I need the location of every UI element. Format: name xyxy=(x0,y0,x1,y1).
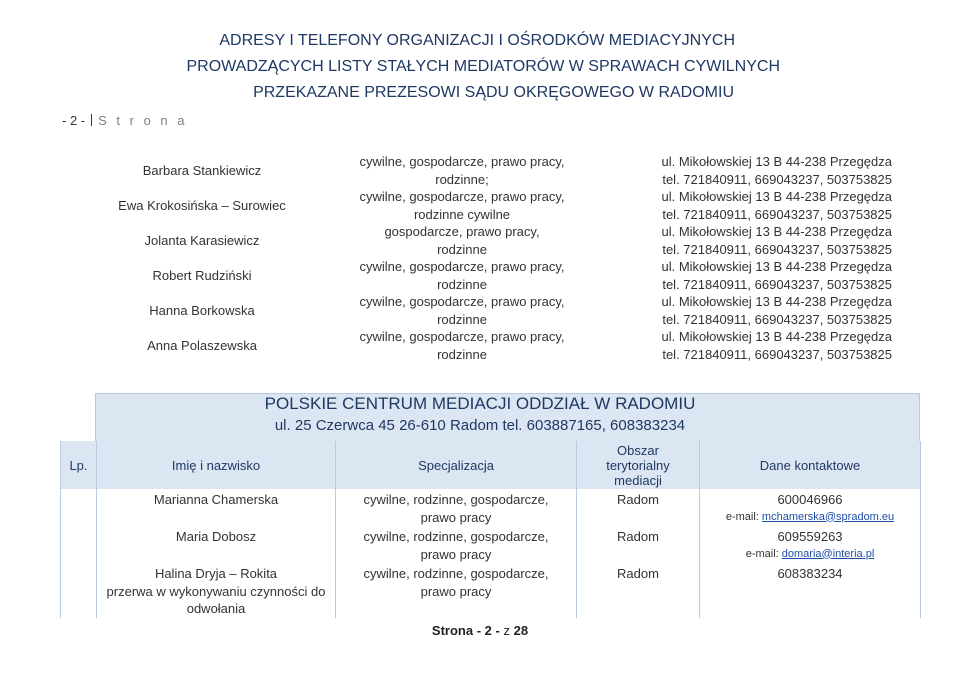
mediator-address: ul. Mikołowskiej 13 B 44-238 Przegędza xyxy=(661,329,892,344)
spec-line: cywilne, gospodarcze, prawo pracy, xyxy=(359,189,565,204)
mediator-name xyxy=(97,526,336,563)
page-number: - 2 - xyxy=(62,113,86,128)
header-spec: Specjalizacja xyxy=(336,441,577,489)
table-row xyxy=(61,526,921,563)
mediator-specialization xyxy=(336,526,577,563)
mediator-contact xyxy=(617,328,907,363)
mediator-address: ul. Mikołowskiej 13 B 44-238 Przegędza xyxy=(661,189,892,204)
mediator-name: Robert Rudziński xyxy=(152,267,252,283)
mediator-phone: tel. 721840911, 669043237, 503753825 xyxy=(662,346,892,362)
email-line xyxy=(700,546,920,564)
mediator-address: ul. Mikołowskiej 13 B 44-238 Przegędza xyxy=(661,154,892,169)
table-row xyxy=(61,489,921,526)
footer-current: 2 xyxy=(484,623,492,638)
mediator-area: Radom xyxy=(577,563,700,618)
table-row xyxy=(97,328,907,363)
table-header-row xyxy=(61,441,921,489)
mediator-specialization xyxy=(307,328,617,363)
spec-line: cywilne, rodzinne, gospodarcze, xyxy=(363,566,549,581)
mediator-name: Ewa Krokosińska – Surowiec xyxy=(118,197,286,213)
spec-line: cywilne, rodzinne, gospodarcze, xyxy=(363,492,549,507)
mediator-specialization xyxy=(336,563,577,618)
spec-line: gospodarcze, prawo pracy, xyxy=(384,224,540,239)
mediator-specialization xyxy=(307,223,617,258)
mediator-name xyxy=(97,563,336,618)
header-name: Imię i nazwisko xyxy=(97,441,336,489)
email-label: e-mail: xyxy=(745,547,779,560)
page-footer: Strona - 2 - z 28 xyxy=(431,623,529,638)
mediator-area: Radom xyxy=(577,526,700,563)
table-row xyxy=(97,188,907,223)
email-label: e-mail: xyxy=(725,510,759,523)
mediator-phone: tel. 721840911, 669043237, 503753825 xyxy=(662,276,892,292)
footer-sep: z xyxy=(503,623,510,638)
mediator-name: Barbara Stankiewicz xyxy=(142,162,262,178)
section-name: POLSKIE CENTRUM MEDIACJI ODDZIAŁ W RADOMIU xyxy=(264,394,696,413)
section-address: ul. 25 Czerwca 45 26-610 Radom tel. 603887165, 608383234 xyxy=(274,417,686,434)
mediator-address: ul. Mikołowskiej 13 B 44-238 Przegędza xyxy=(661,224,892,239)
name-line: przerwa w wykonywaniu czynności do xyxy=(106,583,326,599)
spec-line: cywilne, rodzinne, gospodarcze, xyxy=(363,529,549,544)
table-row xyxy=(97,293,907,328)
page-number-header xyxy=(62,113,188,128)
mediator-contact xyxy=(617,258,907,293)
spec-line: rodzinne; xyxy=(435,171,489,187)
mediator-phone: tel. 721840911, 669043237, 503753825 xyxy=(662,171,892,187)
email-line xyxy=(700,509,920,527)
mediator-contact xyxy=(617,293,907,328)
mediator-contact xyxy=(700,526,921,563)
table-row xyxy=(97,153,907,188)
mediator-contact xyxy=(617,153,907,188)
email-link[interactable]: domaria@interia.pl xyxy=(781,547,875,560)
name-line: Marianna Chamerska xyxy=(153,492,279,507)
mediator-phone: tel. 721840911, 669043237, 503753825 xyxy=(662,206,892,222)
spec-line: prawo pracy xyxy=(420,583,492,599)
spec-line: rodzinne xyxy=(437,241,487,257)
mediator-specialization xyxy=(307,258,617,293)
mediators-bottom-table xyxy=(60,441,921,618)
spec-line: rodzinne xyxy=(437,346,487,362)
header-line-1: ADRESY I TELEFONY ORGANIZACJI I OŚRODKÓW MEDIACYJNYCH xyxy=(219,32,735,49)
mediator-address: ul. Mikołowskiej 13 B 44-238 Przegędza xyxy=(661,259,892,274)
mediator-contact xyxy=(617,188,907,223)
footer-prefix: Strona xyxy=(431,623,474,638)
mediator-name: Hanna Borkowska xyxy=(149,302,255,318)
page-label: S t r o n a xyxy=(98,113,188,128)
row-lp xyxy=(61,563,97,618)
spec-line: prawo pracy xyxy=(420,509,492,525)
name-line: Halina Dryja – Rokita xyxy=(154,566,278,581)
row-lp xyxy=(61,489,97,526)
mediator-specialization xyxy=(307,153,617,188)
footer-total: 28 xyxy=(513,623,529,638)
mediator-phone: tel. 721840911, 669043237, 503753825 xyxy=(662,311,892,327)
spec-line: prawo pracy xyxy=(420,546,492,562)
mediator-phone: 609559263 xyxy=(777,529,843,544)
spec-line: cywilne, gospodarcze, prawo pracy, xyxy=(359,259,565,274)
mediator-name xyxy=(97,489,336,526)
mediator-specialization xyxy=(307,188,617,223)
mediators-top-table xyxy=(97,153,907,363)
document-header xyxy=(0,28,960,106)
header-area-line: mediacji xyxy=(614,472,662,488)
mediator-contact xyxy=(700,489,921,526)
spec-line: rodzinne xyxy=(437,276,487,292)
mediator-name: Jolanta Karasiewicz xyxy=(144,232,260,248)
header-area-line: Obszar xyxy=(617,442,659,458)
spec-line: cywilne, gospodarcze, prawo pracy, xyxy=(359,294,565,309)
row-lp xyxy=(61,526,97,563)
table-row xyxy=(97,258,907,293)
table-row xyxy=(97,223,907,258)
name-line: odwołania xyxy=(186,601,246,616)
mediator-specialization xyxy=(336,489,577,526)
mediator-contact xyxy=(617,223,907,258)
divider xyxy=(91,114,92,126)
name-line: Maria Dobosz xyxy=(175,529,257,544)
header-line-3: PRZEKAZANE PREZESOWI SĄDU OKRĘGOWEGO W RADOMIU xyxy=(253,84,734,101)
mediator-name: Anna Polaszewska xyxy=(147,337,257,353)
spec-line: cywilne, gospodarcze, prawo pracy, xyxy=(359,329,565,344)
header-line-2: PROWADZĄCYCH LISTY STAŁYCH MEDIATORÓW W SPRAWACH CYWILNYCH xyxy=(186,58,780,75)
header-contact: Dane kontaktowe xyxy=(700,441,921,489)
header-lp: Lp. xyxy=(61,441,97,489)
spec-line: rodzinne cywilne xyxy=(413,206,511,222)
mediator-specialization xyxy=(307,293,617,328)
mediator-phone: 608383234 xyxy=(777,566,843,581)
mediator-phone: 600046966 xyxy=(777,492,843,507)
spec-line: rodzinne xyxy=(437,311,487,327)
mediator-contact xyxy=(700,563,921,618)
section-title xyxy=(0,394,960,434)
header-area xyxy=(577,441,700,489)
header-area-line: terytorialny xyxy=(606,457,670,473)
email-link[interactable]: mchamerska@spradom.eu xyxy=(761,510,895,523)
spec-line: cywilne, gospodarcze, prawo pracy, xyxy=(359,154,565,169)
mediator-area: Radom xyxy=(577,489,700,526)
mediator-address: ul. Mikołowskiej 13 B 44-238 Przegędza xyxy=(661,294,892,309)
mediator-phone: tel. 721840911, 669043237, 503753825 xyxy=(662,241,892,257)
table-row xyxy=(61,563,921,618)
